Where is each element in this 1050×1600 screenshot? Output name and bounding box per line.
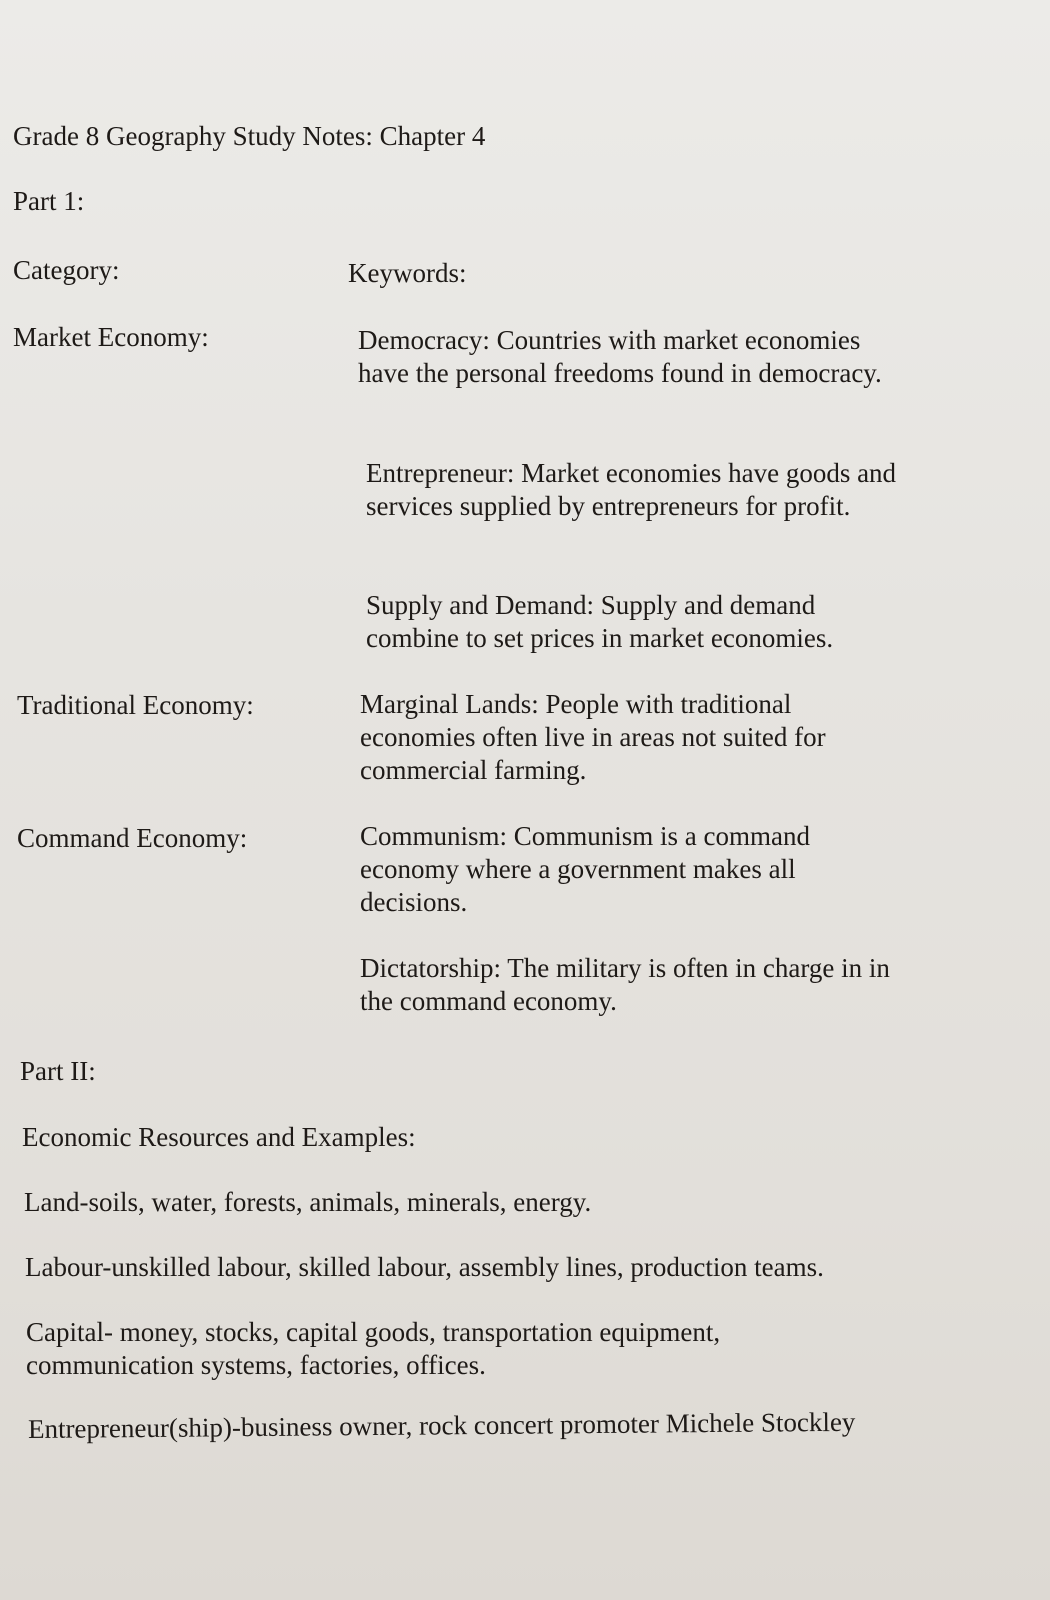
keywords-header: Keywords: (348, 258, 467, 288)
part1-heading: Part 1: (13, 186, 85, 216)
category-traditional-economy: Traditional Economy: (17, 690, 254, 720)
part2-subheading: Economic Resources and Examples: (22, 1122, 416, 1152)
resource-land: Land-soils, water, forests, animals, minerals, energy. (24, 1187, 592, 1217)
keyword-supply-demand: Supply and Demand: Supply and demand combine to set prices in market economies. (366, 590, 834, 653)
keyword-communism: Communism: Communism is a command economy where a government makes all decisions. (360, 821, 811, 917)
document-title: Grade 8 Geography Study Notes: Chapter 4 (13, 121, 486, 151)
category-market-economy: Market Economy: (13, 322, 209, 352)
keyword-dictatorship: Dictatorship: The military is often in charge in in the command economy. (360, 953, 890, 1016)
resource-labour: Labour-unskilled labour, skilled labour, assembly lines, production teams. (25, 1252, 824, 1282)
resource-entrepreneurship: Entrepreneur(ship)-business owner, rock concert promoter Michele Stockley (27, 1406, 856, 1444)
category-command-economy: Command Economy: (17, 823, 248, 853)
part2-heading: Part II: (20, 1056, 96, 1086)
category-header: Category: (13, 255, 120, 285)
keyword-marginal-lands: Marginal Lands: People with traditional economies often live in areas not suited for commercial farming. (360, 689, 826, 785)
resource-capital: Capital- money, stocks, capital goods, transportation equipment, communication systems, factories, offices. (26, 1317, 721, 1380)
keyword-entrepreneur: Entrepreneur: Market economies have goods and services supplied by entrepreneurs for profit. (366, 458, 897, 521)
keyword-democracy: Democracy: Countries with market economies have the personal freedoms found in democracy. (358, 325, 882, 388)
